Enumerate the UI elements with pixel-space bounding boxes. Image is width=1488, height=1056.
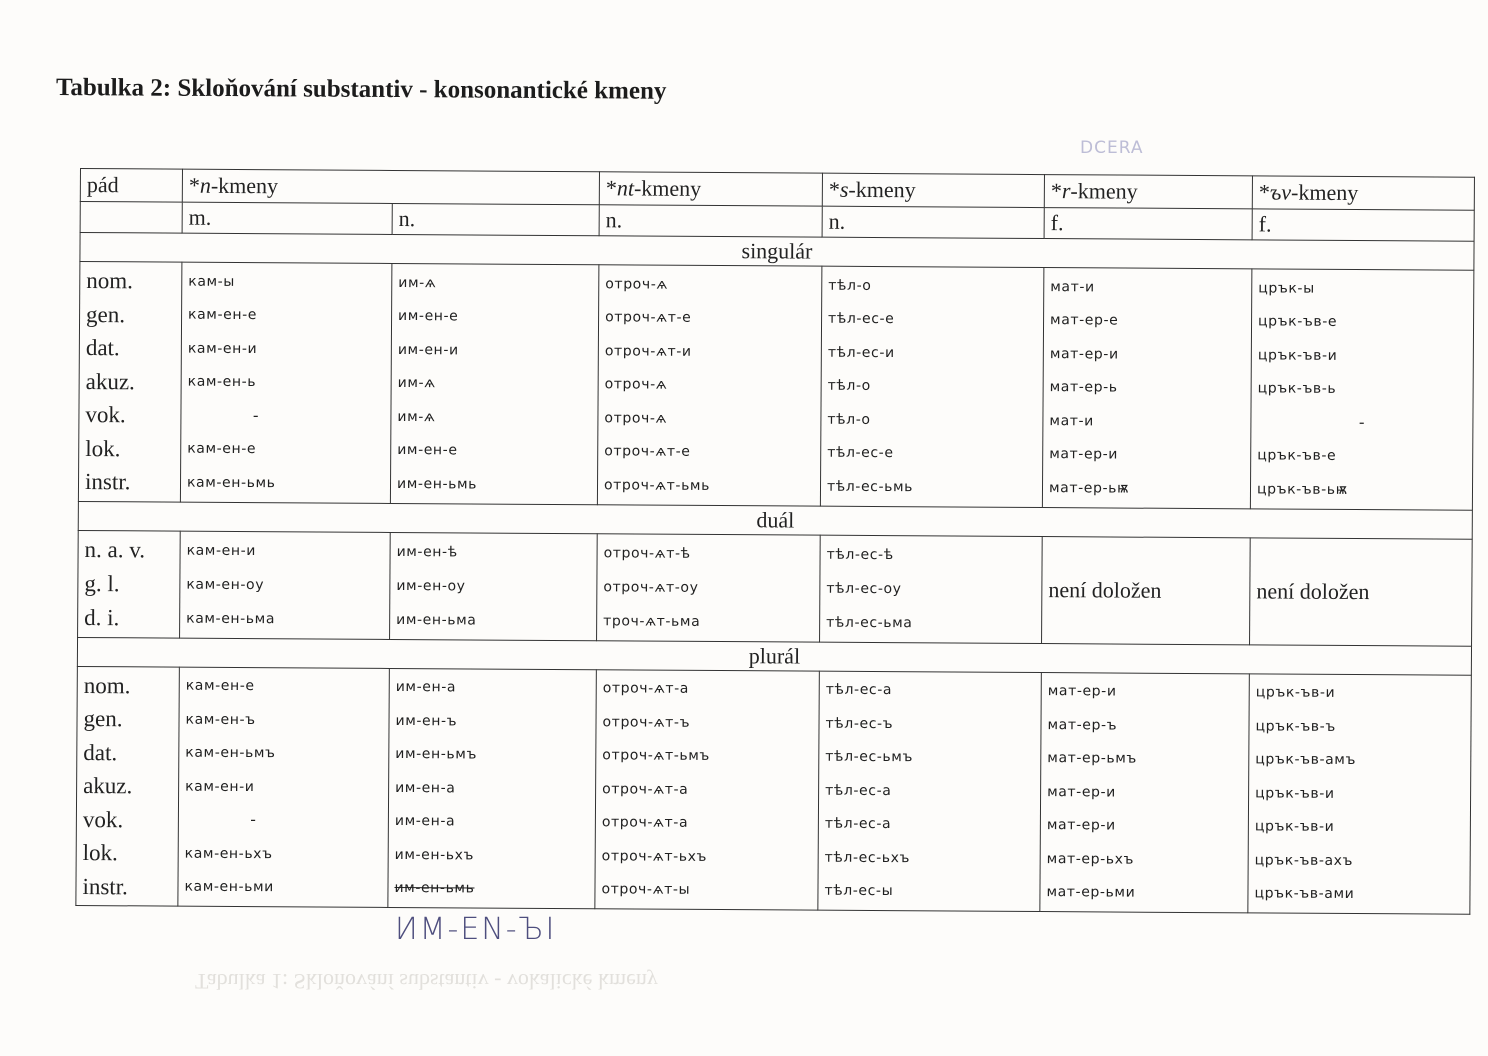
form-cell: мат-ер-и <box>1047 683 1117 700</box>
form-cell: тѣл-ес-а <box>824 815 892 833</box>
form-cell: отроч-ѧт-ьмь <box>603 477 711 494</box>
case-label: vok. <box>82 806 124 833</box>
declension-table <box>75 168 1475 915</box>
form-cell: тѣл-о <box>828 277 872 294</box>
gender-cell: f. <box>1044 208 1252 240</box>
form-cell: црък-ъв-и <box>1255 785 1335 802</box>
gender-cell: m. <box>182 202 392 234</box>
form-cell: црък-ъв-амъ <box>1255 751 1357 769</box>
case-label: instr. <box>84 469 131 495</box>
form-cell: кам-ен-ьмъ <box>185 744 276 762</box>
singular-forms-v <box>1250 269 1474 510</box>
singular-forms-nt <box>597 265 822 506</box>
dual-forms-n-neut <box>390 532 598 640</box>
form-cell: им-ен-ьма <box>396 611 477 628</box>
plural-forms-s <box>818 671 1042 912</box>
case-label: n. a. v. <box>84 537 146 563</box>
form-cell: отроч-ѧ <box>605 276 669 293</box>
stem-header-v: *ъv-kmeny <box>1252 176 1474 210</box>
form-cell: црък-ъв-ъ <box>1255 718 1336 735</box>
form-cell: црък-ъв-ь <box>1257 380 1337 398</box>
case-label: nom. <box>83 672 131 699</box>
form-cell: отроч-ѧ <box>604 376 668 393</box>
stem-header-s: *s-kmeny <box>822 173 1044 207</box>
form-cell: отроч-ѧт-е <box>604 443 691 461</box>
form-cell: мат-ер-ь <box>1049 379 1118 396</box>
dual-case-labels <box>78 530 181 638</box>
stem-header-r: *r-kmeny <box>1044 175 1252 209</box>
form-cell: кам-ен-е <box>188 306 258 324</box>
case-label: gen. <box>83 706 123 732</box>
form-cell: тѣл-ес-а <box>825 681 893 699</box>
case-label: akuz. <box>85 368 135 395</box>
form-cell: кам-ен-ь <box>187 373 257 391</box>
plural-forms-n-masc <box>178 667 390 908</box>
form-cell: кам-ен-ьмь <box>186 474 276 491</box>
form-cell: тѣл-о <box>827 411 871 428</box>
form-cell: им-ен-е <box>398 308 459 325</box>
bleed-through-text: Tabulka 1: Skloňování substantiv - vokalické kmeny <box>195 969 658 994</box>
case-label: d. i. <box>84 605 120 631</box>
section-label-dual: duál <box>78 501 1472 539</box>
form-cell: кам-ен-ьма <box>186 610 276 627</box>
form-cell: отроч-ѧ <box>604 410 668 427</box>
case-label: vok. <box>85 402 126 428</box>
case-label: instr. <box>82 873 128 900</box>
plural-forms-nt <box>595 669 820 910</box>
form-cell: кам-ен-и <box>187 340 258 357</box>
form-cell: црък-ъв-и <box>1257 347 1338 364</box>
form-cell: кам-ен-ьми <box>184 878 274 896</box>
form-cell: мат-ер-и <box>1049 446 1119 463</box>
form-cell: кам-ен-оу <box>186 576 265 593</box>
form-cell: отроч-ѧт-а <box>602 781 689 798</box>
handwritten-note-bottom: ИМ-ЕN-ЪI <box>395 912 557 947</box>
gender-cell: f. <box>1252 209 1474 241</box>
form-cell: тѣл-ес-ьма <box>826 614 913 631</box>
form-cell: тѣл-ес-а <box>825 782 892 799</box>
singular-forms-n-masc <box>180 262 392 503</box>
form-cell: кам-ен-и <box>185 778 255 795</box>
dual-block <box>78 530 1473 646</box>
form-cell: црък-ъв-и <box>1255 684 1336 702</box>
form-cell: кам-ен-е <box>187 440 257 458</box>
dual-forms-nt <box>597 533 821 641</box>
form-cell: отроч-ѧт-и <box>604 343 692 360</box>
form-cell: црък-ъв-е <box>1257 447 1337 465</box>
singular-forms-r <box>1042 268 1252 509</box>
form-cell: мат-ер-ьѭ <box>1048 479 1130 497</box>
form-cell: им-ѧ <box>397 375 436 392</box>
form-cell: тѣл-о <box>827 377 871 395</box>
form-cell: мат-ер-и <box>1046 817 1116 834</box>
form-cell-struck: им-ен-ьмь <box>394 880 475 897</box>
form-cell: им-ѧ <box>397 408 436 425</box>
case-label: lok. <box>82 840 118 866</box>
stem-header-n: *n-kmeny <box>182 169 599 205</box>
gender-cell: n. <box>599 205 822 237</box>
form-cell-dash: - <box>252 406 259 424</box>
case-label: nom. <box>86 268 134 294</box>
case-label: lok. <box>85 435 121 462</box>
form-cell: тѣл-ес-е <box>827 444 894 462</box>
section-label-singular: singulár <box>80 233 1474 271</box>
stem-header-nt: *nt-kmeny <box>599 172 822 206</box>
form-cell: тѣл-ес-ьхъ <box>824 849 911 866</box>
plural-block <box>76 666 1471 914</box>
dual-forms-s <box>820 535 1043 643</box>
form-cell: им-ен-а <box>394 813 456 830</box>
form-cell: им-ен-ьхъ <box>394 846 475 864</box>
case-header: pád <box>80 169 182 203</box>
form-cell: црък-ъв-е <box>1258 313 1338 331</box>
form-cell: тѣл-ес-е <box>828 310 895 328</box>
form-cell: мат-ер-ъ <box>1047 716 1118 734</box>
handwritten-note-top: DCERA <box>1080 138 1144 158</box>
form-cell: тѣл-ес-ьмъ <box>825 748 914 766</box>
form-cell: отроч-ѧт-а <box>602 680 690 698</box>
form-cell: кам-ен-е <box>185 677 255 695</box>
form-cell: отроч-ѧт-ьмъ <box>602 747 710 765</box>
plural-case-labels <box>76 666 180 906</box>
form-cell: тѣл-ес-ъ <box>825 715 894 732</box>
form-cell: отроч-ѧт-ѣ <box>603 544 691 562</box>
empty-cell <box>80 202 182 234</box>
form-cell: отроч-ѧт-е <box>605 309 692 327</box>
form-cell: црък-ы <box>1258 280 1315 297</box>
form-cell: отроч-ѧт-ьхъ <box>601 848 708 865</box>
form-cell: им-ѧ <box>398 274 437 291</box>
form-cell: тѣл-ес-и <box>827 344 895 361</box>
form-cell: црък-ъв-ьѭ <box>1256 481 1348 498</box>
form-cell: мат-ер-е <box>1050 312 1119 329</box>
form-cell: отроч-ѧт-а <box>601 814 689 832</box>
plural-forms-r <box>1040 672 1250 913</box>
form-cell: кам-ен-ъ <box>185 711 256 728</box>
form-cell: црък-ъв-ахъ <box>1254 852 1354 869</box>
form-cell: им-ен-а <box>395 779 456 797</box>
form-cell: троч-ѧт-ьма <box>603 612 701 630</box>
form-cell: отроч-ѧт-оу <box>603 578 699 596</box>
form-cell: им-ен-а <box>395 679 457 696</box>
form-cell-dash: - <box>1358 413 1365 431</box>
form-cell: мат-и <box>1049 412 1094 430</box>
form-cell: кам-ен-ьхъ <box>184 845 273 862</box>
form-cell: мат-и <box>1050 278 1095 296</box>
form-cell: им-ен-ѣ <box>396 543 458 560</box>
case-label: dat. <box>85 335 120 361</box>
form-cell: тѣл-ес-ѣ <box>826 546 894 563</box>
form-cell: мат-ер-и <box>1049 345 1119 363</box>
declension-table-wrapper <box>75 168 1474 915</box>
singular-block <box>78 262 1473 510</box>
case-label: g. l. <box>84 571 120 597</box>
plural-forms-n-neut <box>388 668 597 909</box>
form-cell: им-ен-ьмь <box>396 475 478 493</box>
form-cell: им-ен-и <box>397 341 459 359</box>
form-cell: им-ен-ъ <box>395 712 458 730</box>
form-cell: мат-ер-ьмъ <box>1047 750 1137 767</box>
form-cell: мат-ер-ьми <box>1046 884 1136 901</box>
form-cell: им-ен-е <box>397 442 458 459</box>
form-cell: отроч-ѧт-ъ <box>602 714 691 731</box>
gender-cell: n. <box>822 206 1044 238</box>
case-label: akuz. <box>83 773 133 799</box>
form-cell: мат-ер-и <box>1047 783 1116 801</box>
singular-forms-n-neut <box>390 263 599 504</box>
case-label: gen. <box>86 301 126 328</box>
form-cell: отроч-ѧт-ы <box>601 881 691 899</box>
singular-forms-s <box>820 266 1044 507</box>
plural-forms-v <box>1248 673 1472 914</box>
singular-case-labels <box>78 262 182 502</box>
form-cell: тѣл-ес-оу <box>826 580 902 597</box>
dual-not-attested-v: není doložen <box>1250 537 1473 645</box>
form-cell: црък-ъв-ами <box>1254 885 1355 903</box>
gender-cell: n. <box>392 203 599 235</box>
form-cell-dash: - <box>250 811 257 829</box>
section-label-plural: plurál <box>77 637 1471 675</box>
form-cell: тѣл-ес-ьмь <box>826 478 914 495</box>
form-cell: им-ен-оу <box>396 577 466 594</box>
case-label: dat. <box>83 739 118 765</box>
form-cell: тѣл-ес-ы <box>824 882 894 900</box>
dual-not-attested-r: není doložen <box>1042 536 1251 644</box>
form-cell: кам-ы <box>188 273 236 290</box>
form-cell: црък-ъв-и <box>1254 818 1335 836</box>
form-cell: им-ен-ьмъ <box>395 746 478 763</box>
form-cell: кам-ен-и <box>186 542 257 559</box>
dual-forms-n-masc <box>180 531 391 639</box>
form-cell: мат-ер-ьхъ <box>1046 850 1135 868</box>
page-title: Tabulka 2: Skloňování substantiv - konsonantické kmeny <box>55 74 667 105</box>
